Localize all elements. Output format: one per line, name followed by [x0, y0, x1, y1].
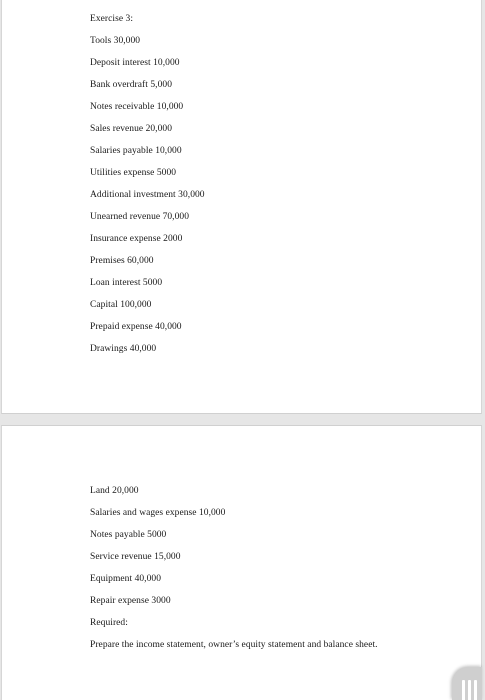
line-capital: Capital 100,000 [90, 300, 152, 310]
line-notes-receivable: Notes receivable 10,000 [90, 102, 184, 112]
line-tools: Tools 30,000 [90, 36, 141, 46]
line-repair-expense: Repair expense 3000 [90, 596, 171, 606]
line-salaries-and-wages-expense: Salaries and wages expense 10,000 [90, 508, 226, 518]
line-notes-payable: Notes payable 5000 [90, 530, 167, 540]
line-insurance-expense: Insurance expense 2000 [90, 234, 183, 244]
document-page-2 [1, 425, 482, 700]
drag-handle-icon[interactable] [452, 667, 482, 700]
line-prepaid-expense: Prepaid expense 40,000 [90, 322, 182, 332]
line-land: Land 20,000 [90, 486, 139, 496]
line-unearned-revenue: Unearned revenue 70,000 [90, 212, 190, 222]
line-loan-interest: Loan interest 5000 [90, 278, 163, 288]
exercise-list-continued [90, 480, 378, 656]
document-page-1 [1, 0, 482, 414]
exercise-title: Exercise 3: [90, 14, 134, 24]
line-service-revenue: Service revenue 15,000 [90, 552, 181, 562]
line-drawings: Drawings 40,000 [90, 344, 157, 354]
line-premises: Premises 60,000 [90, 256, 154, 266]
exercise-list [90, 8, 205, 360]
line-additional-investment: Additional investment 30,000 [90, 190, 205, 200]
line-deposit-interest: Deposit interest 10,000 [90, 58, 180, 68]
line-equipment: Equipment 40,000 [90, 574, 161, 584]
line-bank-overdraft: Bank overdraft 5,000 [90, 80, 172, 90]
required-instruction: Prepare the income statement, owner’s equity statement and balance sheet. [90, 640, 378, 650]
required-heading: Required: [90, 618, 128, 628]
grip-bar [462, 680, 465, 700]
line-salaries-payable: Salaries payable 10,000 [90, 146, 182, 156]
grip-bar [468, 680, 471, 700]
line-sales-revenue: Sales revenue 20,000 [90, 124, 172, 134]
grip-bar [474, 680, 477, 700]
line-utilities-expense: Utilities expense 5000 [90, 168, 177, 178]
